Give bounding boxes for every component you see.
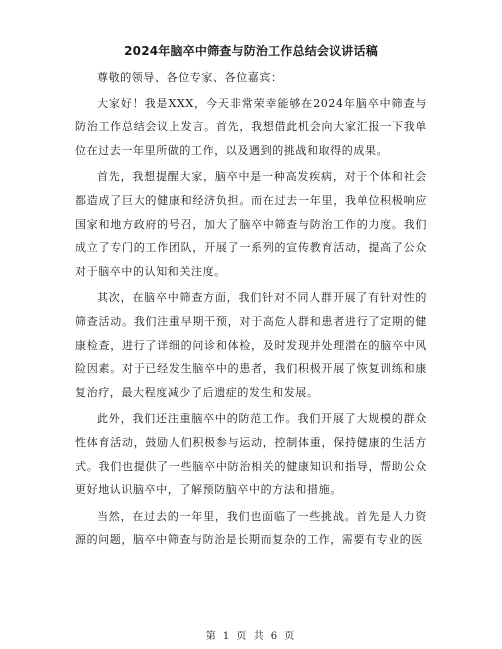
document-body	[75, 66, 427, 555]
page-number: 第 1 页 共 6 页	[205, 631, 297, 642]
paragraph-4: 此外，我们还注重脑卒中的防范工作。我们开展了大规模的群众性体育活动，鼓励人们积极参与运动，控制体重，保持健康的生活方式。我们也提供了一些脑卒中防治相关的健康知识和指导，帮助公众更好地认识脑卒中，了解预防脑卒中的方法和措施。	[75, 412, 427, 497]
paragraph-2: 首先，我想提醒大家，脑卒中是一种高发疾病，对于个体和社会都造成了巨大的健康和经济负担。而在过去一年里，我单位积极响应国家和地方政府的号召，加大了脑卒中筛查与防治工作的力度。我们成立了专门的工作团队，开展了一系列的宣传教育活动，提高了公众对于脑卒中的认知和关注度。	[75, 170, 427, 278]
salutation: 尊敬的领导、各位专家、各位嘉宾：	[97, 71, 283, 84]
paragraph-5: 当然，在过去的一年里，我们也面临了一些挑战。首先是人力资源的问题，脑卒中筛查与防治是长期而复杂的工作，需要有专业的医	[75, 509, 427, 547]
paragraph-1: 大家好！我是XXX，今天非常荣幸能够在2024年脑卒中筛查与防治工作总结会议上发言。首先，我想借此机会向大家汇报一下我单位在过去一年里所做的工作，以及遇到的挑战和取得的成果。	[75, 96, 427, 157]
document-title: 2024年脑卒中筛查与防治工作总结会议讲话稿	[124, 44, 378, 58]
paragraph-3: 其次，在脑卒中筛查方面，我们针对不同人群开展了有针对性的筛查活动。我们注重早期干预，对于高危人群和患者进行了定期的健康检查，进行了详细的问诊和体检，及时发现并处理潜在的脑卒中风险因素。对于已经发生脑卒中的患者，我们积极开展了恢复训练和康复治疗，最大程度减少了后遗症的发生和发展。	[75, 291, 427, 399]
